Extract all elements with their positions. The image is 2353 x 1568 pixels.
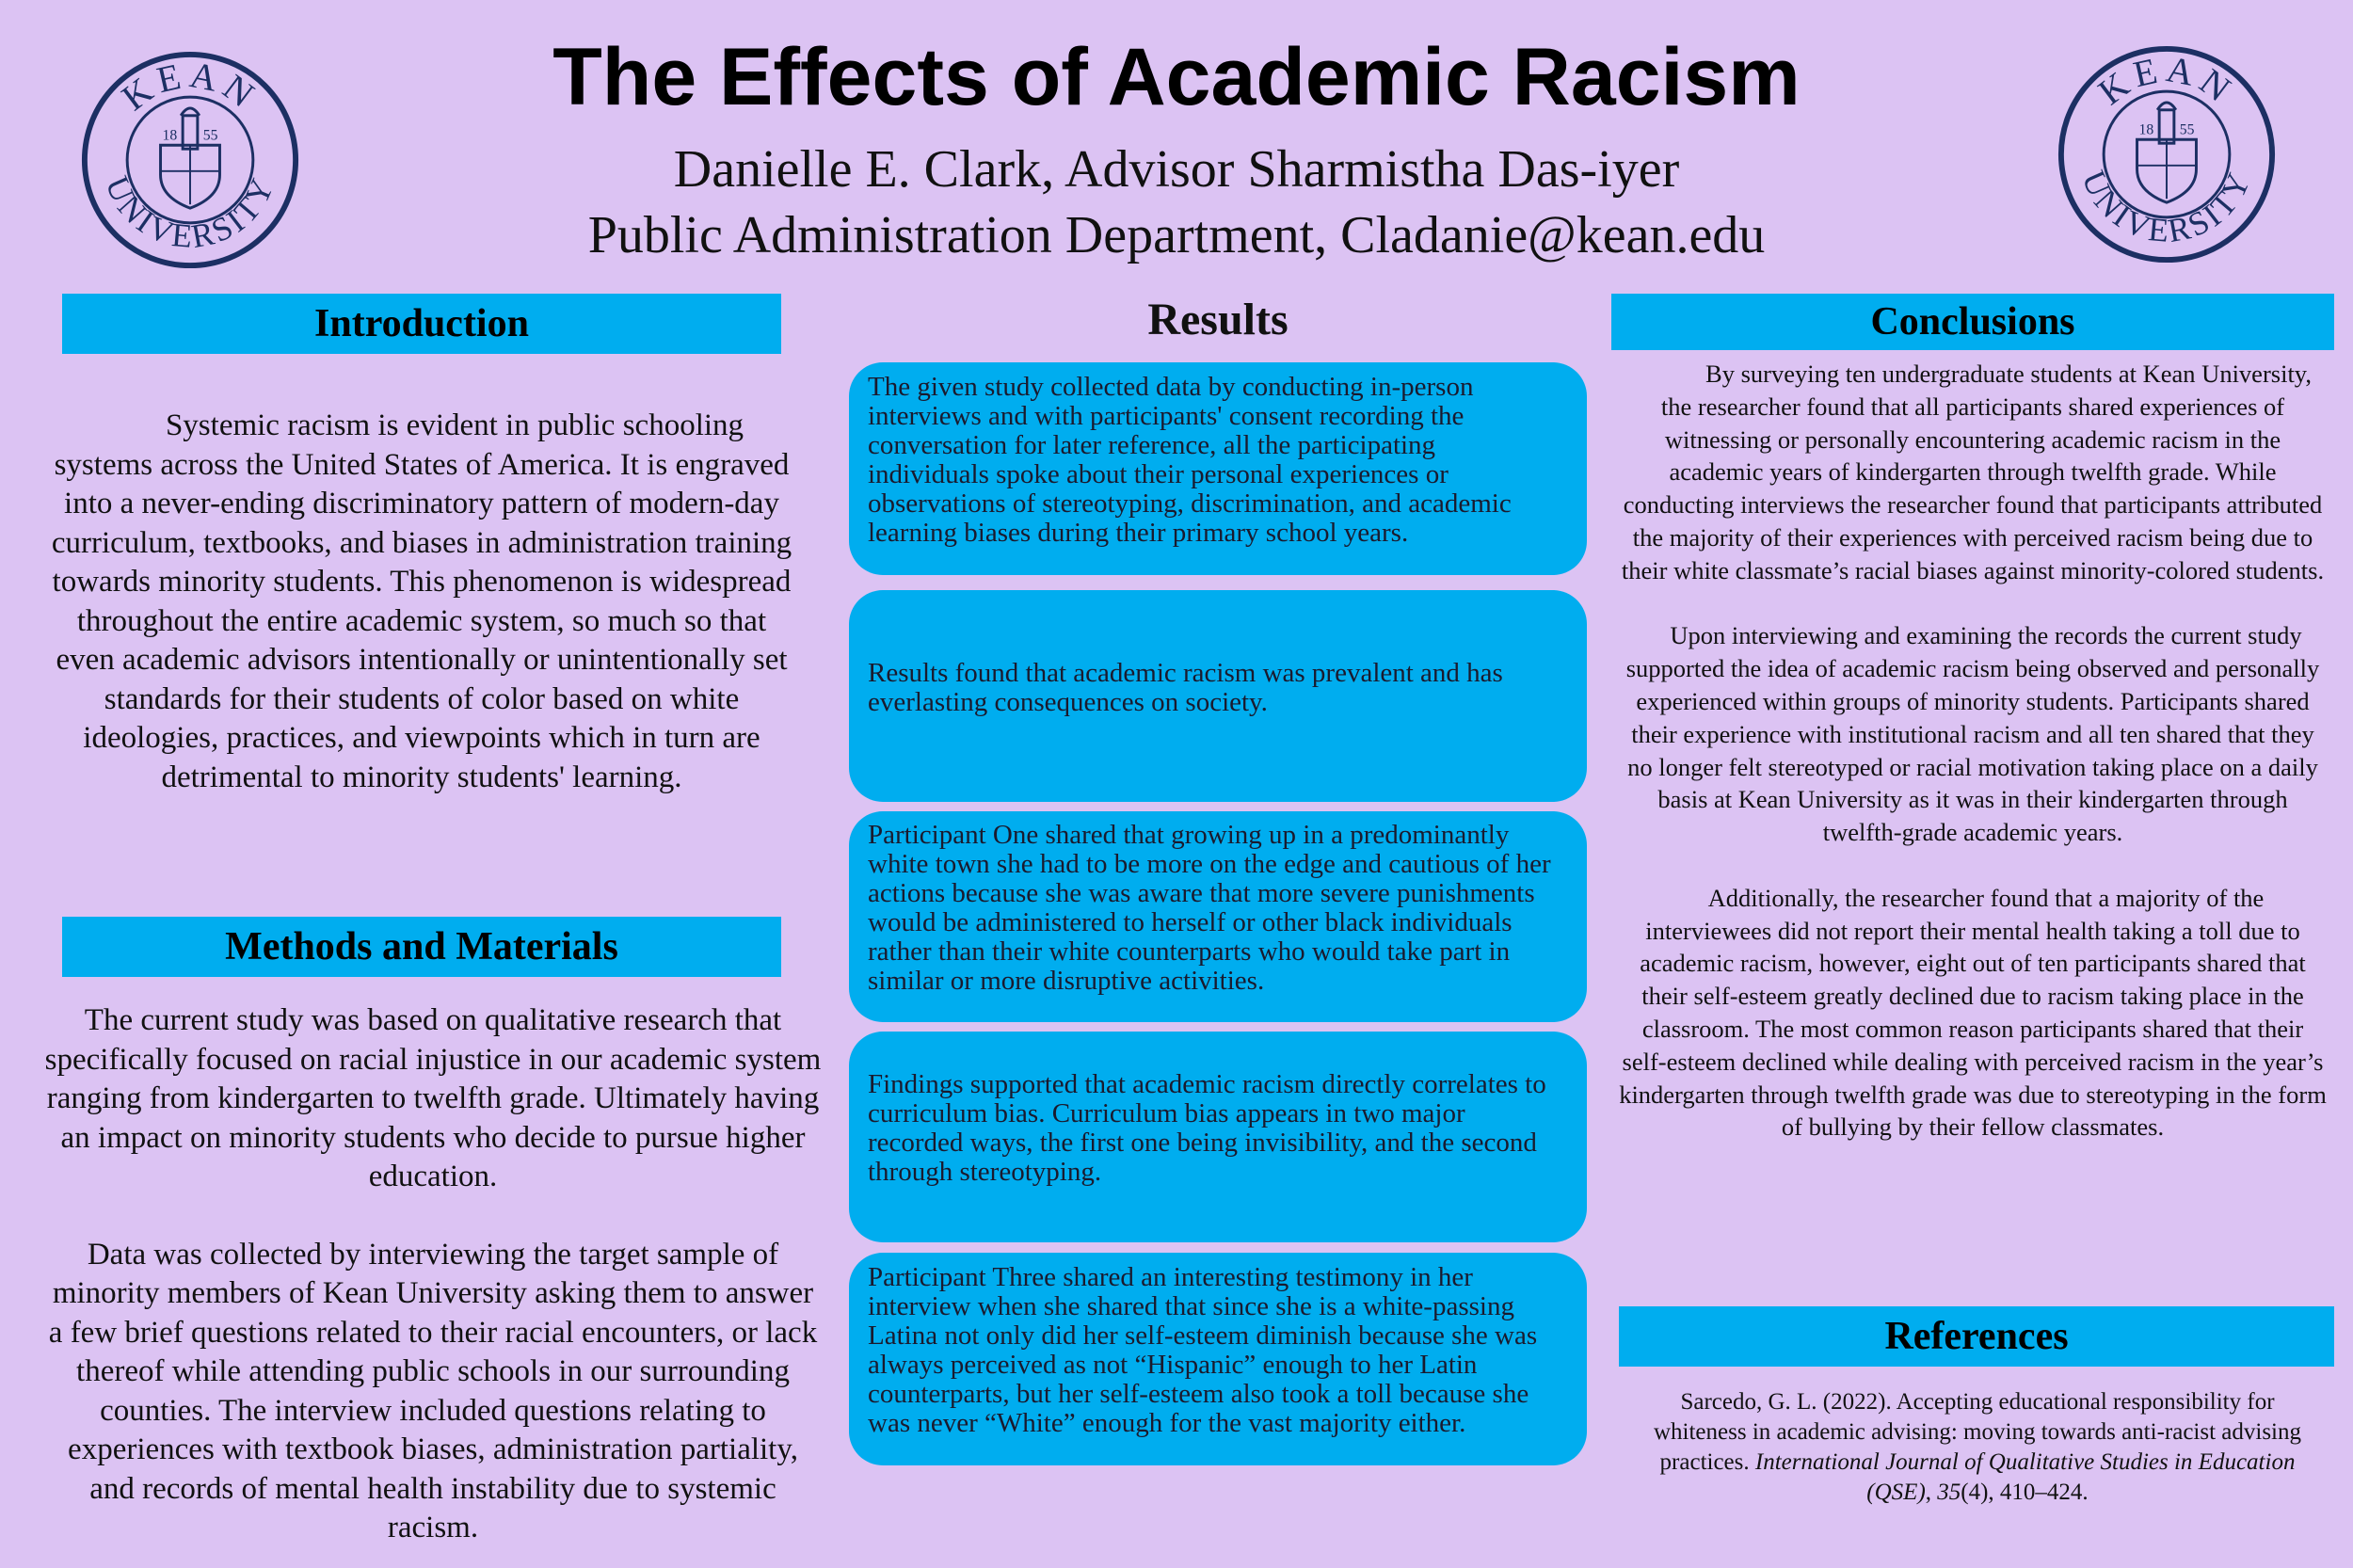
introduction-text: Systemic racism is evident in public schooling systems across the United States of America. It is engraved into a never-ending discriminatory pattern of modern-day curriculum, textbooks, and biases in administration training towards minority students. This phenomenon is widespread throughout the entire academic system, so much so that even academic advisors intentionally or unintentionally set standards for their students of color based on white ideologies, practices, and viewpoints which in turn are detrimental to minority students' learning. xyxy=(51,408,792,794)
references-heading: References xyxy=(1619,1306,2334,1367)
reference-issue-pages: (4), 410–424. xyxy=(1961,1480,2089,1505)
reference-volume: 35 xyxy=(1937,1480,1961,1505)
reference-separator: , xyxy=(1925,1480,1938,1505)
logo-university-text: UNIVERSITY xyxy=(2074,165,2259,250)
methods-paragraph-2: Data was collected by interviewing the target sample of minority members of Kean University asking them to answer a few brief questions related to their racial encounters, or lack thereof while attending public schools in our surrounding counties. The interview included questions relating to experiences with textbook biases, administration partiality, and records of mental health instability due to systemic racism. xyxy=(48,1237,818,1544)
reference-citation xyxy=(1636,1387,2319,1508)
logo-name-text: KEAN xyxy=(114,54,266,120)
results-heading: Results xyxy=(1147,295,1289,344)
poster-authors: Danielle E. Clark, Advisor Sharmistha Das-iyer xyxy=(673,140,1680,199)
reference-authors-title: Sarcedo, G. L. (2022). Accepting educational responsibility for whiteness in academic advising: moving towards anti-racist advising practices. xyxy=(1653,1389,2302,1475)
results-box-5-text: Participant Three shared an interesting testimony in her interview when she shared that since she is a white-passing Latina not only did her self-esteem diminish because she was always perceived as not “Hispanic” enough to her Latin counterparts, but her self-esteem also took a toll because she was never “White” enough for the vast majority either. xyxy=(868,1262,1538,1438)
conclusions-paragraph-2: Upon interviewing and examining the records the current study supported the idea of academic racism being observed and personally experienced within groups of minority students. Participants shared their experience with institutional racism and all ten shared that they no longer felt stereotyped or racial motivation taking place on a daily basis at Kean University as it was in their kindergarten through twelfth-grade academic years. xyxy=(1625,621,2320,847)
results-box-2 xyxy=(849,590,1587,802)
results-box-5 xyxy=(849,1253,1587,1465)
poster-title: The Effects of Academic Racism xyxy=(552,32,1801,122)
reference-journal: International Journal of Qualitative Studies in Education (QSE) xyxy=(1754,1449,2296,1505)
results-box-1-text: The given study collected data by conducting in-person interviews and with participants' consent recording the conversation for later reference, all the participating individuals spoke about their personal experiences or observations of stereotyping, discrimination, and academic learning biases during their primary school years. xyxy=(868,372,1512,548)
conclusions-paragraph-3: Additionally, the researcher found that a majority of the interviewees did not report their mental health taking a toll due to academic racism, however, eight out of ten participants shared that their self-esteem greatly declined due to racism taking place in the classroom. The most common reason participants shared that their self-esteem declined while dealing with perceived racism in the year’s kindergarten through twelfth grade was due to stereotyping in the form of bullying by their fellow classmates. xyxy=(1619,883,2327,1142)
logo-name-text: KEAN xyxy=(2090,48,2243,114)
methods-heading: Methods and Materials xyxy=(62,917,781,977)
results-box-3-text: Participant One shared that growing up in a predominantly white town she had to be more on the edge and cautious of her actions because she was aware that more severe punishments would be administered to herself or other black individuals rather than their white counterparts who would take part in similar or more disruptive activities. xyxy=(868,820,1551,996)
results-box-3 xyxy=(849,811,1587,1022)
logo-year-right: 55 xyxy=(2179,121,2195,138)
introduction-heading: Introduction xyxy=(62,294,781,354)
logo-year-right: 55 xyxy=(202,127,218,144)
methods-section xyxy=(43,1001,823,1548)
results-box-2-text: Results found that academic racism was prevalent and has everlasting consequences on society. xyxy=(868,657,1503,717)
logo-year-left: 18 xyxy=(162,127,178,144)
logo-year-left: 18 xyxy=(2138,121,2154,138)
conclusions-paragraph-1: By surveying ten undergraduate students at Kean University, the researcher found that all participants shared experiences of witnessing or personally encountering academic racism in the academic years of kindergarten through twelfth grade. While conducting interviews the researcher found that participants attributed the majority of their experiences with perceived racism being due to their white classmate’s racial biases against minority-colored students. xyxy=(1621,360,2325,584)
results-box-1 xyxy=(849,362,1587,575)
poster-department: Public Administration Department, Cladanie@kean.edu xyxy=(587,206,1766,264)
results-box-4-text: Findings supported that academic racism directly correlates to curriculum bias. Curriculum bias appears in two major recorded ways, the first one being invisibility, and the second through stereotyping. xyxy=(868,1069,1546,1187)
methods-paragraph-1: The current study was based on qualitative research that specifically focused on racial injustice in our academic system ranging from kindergarten to twelfth grade. Ultimately having an impact on minority students who decide to pursue higher education. xyxy=(44,1003,822,1193)
results-box-4 xyxy=(849,1032,1587,1242)
logo-university-text: UNIVERSITY xyxy=(98,170,282,256)
conclusions-section xyxy=(1619,358,2327,1144)
kean-university-logo-left xyxy=(79,49,301,271)
conclusions-heading: Conclusions xyxy=(1611,294,2334,350)
kean-university-logo-right xyxy=(2056,43,2278,265)
